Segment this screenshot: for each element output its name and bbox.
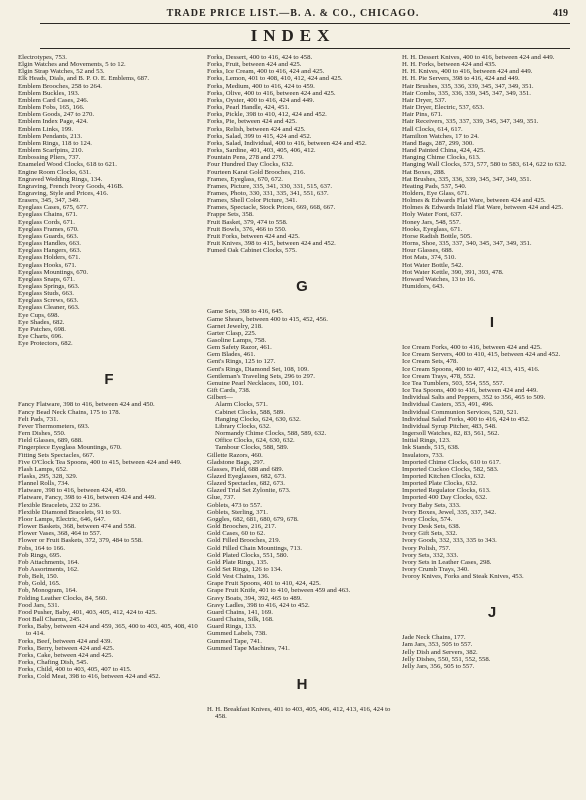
index-entry: Fitting Sets Spectacles, 667. [18,451,95,459]
index-entry: Flexible Diamond Bracelets, 91 to 93. [18,508,121,516]
index-subentry: Cabinet Clocks, 588, 589. [215,408,286,416]
index-entry: Glazed Spectacles, 682, 673. [207,480,285,488]
index-entry: Gold Filled Brooches, 219. [207,537,281,545]
index-entry: H. H. Breakfast Knives, 401 to 403, 405, 406, 412, 413, 416, 424 to 458. [207,705,391,721]
index-entry: Hour Glasses, 688. [402,247,454,255]
index-entry: Forks, Chafing Dish, 545. [18,659,89,667]
index-entry: Hanging Wall Clocks, 573, 577, 580 to 583, 614, 622 to 632. [402,161,567,169]
index-entry: Hamilton Watches, 17 to 24. [402,132,479,140]
index-entry: Frames, Spectacle, Stock Prices, 669, 668, 667. [207,204,336,212]
index-entry: Eyeglass Hangers, 663. [18,247,82,255]
index-entry: Guard Chains, 141, 169. [207,608,273,616]
index-entry: Howard Watches, 13 to 16. [402,275,476,283]
index-entry: Eyeglass Cleaner, 663. [18,304,80,312]
index-entry: Gold Set Rings, 126 to 134. [207,566,283,573]
index-entry: Goblets, Sterling, 371. [207,508,268,516]
index-entry: Individual Salts and Peppers, 352 to 356, 465 to 509. [402,394,546,402]
index-title: INDEX [250,26,336,45]
index-entry: Embossing Pliers, 737. [18,154,81,162]
index-entry: Forks, Salad, 399 to 415, 424 and 452. [207,132,312,140]
index-entry: H. H. Forks, between 424 and 435. [402,61,497,69]
index-entry: Imported Regulator Clocks, 613. [402,487,491,495]
index-entry: Glue, 737. [207,494,236,502]
index-entry: Hot Mats, 374, 510. [402,254,456,262]
index-entry: Forks, Fruit, between 424 and 425. [207,61,302,69]
index-entry: Forks, Lemon, 401 to 408, 410, 412, 424 and 425. [207,75,343,83]
section-letter: G [296,278,308,296]
index-entry: Ink Stands, 515, 638. [402,444,460,452]
index-entry: Fob, Monogram, 164. [18,587,78,595]
index-entry: Game Shears, between 400 to 415, 452, 456. [207,315,328,323]
index-subentry: Office Clocks, 624, 630, 632. [215,437,295,445]
index-entry: Jelly Jars, 356, 505 to 557. [402,662,475,670]
index-entry: Eyeglass Snaps, 671. [18,275,75,283]
index-entry: Ice Tea Tumblers, 503, 554, 555, 557. [402,379,505,387]
index-entry: Ice Cream Spoons, 400 to 407, 412, 413, 415, 416. [402,365,540,373]
index-entry: Hair Dryer, 537. [402,96,447,104]
index-entry: Food Pusher, Baby, 401, 403, 405, 412, 424 to 425. [18,608,157,616]
index-entry: Fob, Gold, 165. [18,580,61,588]
index-entry: Gold Filled Chain Mountings, 713. [207,544,302,552]
index-entry: Holy Water Font, 637. [402,211,463,219]
index-entry: Fourteen Karat Gold Brooches, 216. [207,168,306,176]
index-entry: Ivory Gift Sets, 332. [402,530,458,538]
index-entry: Eyeglass Screws, 663. [18,297,79,305]
running-header: TRADE PRICE LIST.—B. A. & CO., CHICAGO. [166,8,420,19]
index-entry: Ivory Clocks, 574. [402,515,453,523]
index-entry: Fruit Knives, 398 to 415, between 424 and 452. [207,240,336,248]
index-entry: Eyeglass Springs, 663. [18,283,80,290]
index-entry: Eye Shades, 682. [18,318,65,326]
index-entry: Eyeglass Guards, 663. [18,232,79,240]
index-entry: Hair Brushes, 335, 336, 339, 345, 347, 349, 351. [402,82,534,90]
index-entry: Five O'Clock Tea Spoons, 400 to 415, between 424 and 449. [18,458,182,466]
index-entry: Jelly Dish and Servers, 382. [402,648,478,656]
index-entry: Gold Plate Rings, 135. [207,558,269,566]
index-entry: Hot Water Kettle, 390, 391, 393, 478. [402,268,504,276]
index-entry: Ice Cream Trays, 478, 552. [402,372,476,380]
index-entry: Elgin Watches and Movements, 5 to 12. [18,61,126,69]
section-letter: F [104,371,114,389]
index-entry: Frames, Shell Color Picture, 341. [207,197,298,205]
index-entry: Horse Radish Bottle, 505. [402,232,472,240]
index-entry: Frames, Photo, 330, 331, 335, 341, 551, 637. [207,189,329,197]
index-entry: Hair Combs, 335, 336, 339, 345, 347, 349, 351. [402,89,531,97]
index-entry: Emblem Buckles, 193. [18,89,80,97]
index-entry: Gummed Labels, 738. [207,630,267,638]
index-entry: Ivory Sets, 332, 333. [402,551,459,559]
index-entry: H. H. Pie Servers, 398 to 416, 424 and 449. [402,75,520,83]
index-entry: Garnet Jewelry, 218. [207,322,263,330]
index-entry: Gummed Tape Machines, 741. [207,644,290,652]
index-entry: Flexible Bracelets, 232 to 236. [18,501,101,509]
index-entry: Fingerpiece Eyeglass Mountings, 670. [18,444,122,452]
index-entry: Fountain Pens, 278 and 279. [207,154,284,162]
index-entry: Flatware, 398 to 416, between 424, 459. [18,487,127,495]
index-entry: Eye Charts, 696. [18,333,63,341]
index-entry: Gold Plated Clocks, 551, 580. [207,551,289,559]
index-entry: Goblets, 473 to 557. [207,501,262,509]
header-rule-top [40,23,570,24]
index-entry: Gem Safety Razor, 461. [207,344,272,352]
index-entry: Forks, Dessert, 400 to 416, 424 to 458. [207,54,313,61]
index-entry: Elk Heads, Dials, and B. P. O. E. Emblems, 687. [18,75,150,83]
index-subentry: Library Clocks, 632. [215,422,271,430]
index-entry: Fruit Basket, 379, 474 to 558. [207,218,288,226]
index-entry: Individual Salad Forks, 400 to 416, 424 to 452. [402,415,530,423]
index-entry: Initial Rings, 123. [402,437,451,445]
index-entry: Fruit Forks, between 424 and 425. [207,232,300,240]
index-entry: Imported 400 Day Clocks, 632. [402,494,488,502]
index-entry: Forks, Pearl Handle, 424, 451. [207,104,290,112]
index-entry: Fob Rings, 695. [18,551,62,559]
index-entry: Humidors, 643. [402,283,445,290]
index-entry: Ivory Polish, 757. [402,544,451,552]
index-entry: Ivory Sets in Leather Cases, 298. [402,558,492,566]
index-entry: Folding Leather Clocks, 84, 560. [18,594,108,602]
index-entry: Eyeglass Cases, 675, 677. [18,204,89,212]
index-entry: Erasers, 345, 347, 349. [18,197,81,205]
index-entry: Flower Vases, 368, 464 to 557. [18,530,102,538]
index-entry: Enameled Wood Clocks, 618 to 621. [18,161,117,169]
index-entry: Food Jars, 531. [18,601,60,609]
index-entry: Hat Boxes, 288. [402,168,446,176]
index-entry: Flower Baskets, 368, between 474 and 558. [18,523,136,531]
index-entry: Electrotypes, 753. [18,54,67,61]
section-letter: I [489,314,495,332]
index-entry: Forks, Ice Cream, 400 to 416, 424 and 425. [207,68,325,76]
index-entry: Individual Communion Services, 520, 521. [402,408,519,416]
index-entry: Fruit Bowls, 376, 466 to 550. [207,225,287,233]
index-entry: Fumed Oak Cabinet Clocks, 575. [207,247,297,255]
index-entry: Fancy Flatware, 398 to 416, between 424 and 450. [18,401,155,409]
index-entry: Forks, Child, 400 to 403, 405, 407 to 415. [18,666,132,674]
index-entry: Grape Fruit Spoons, 401 to 410, 424, 425. [207,580,321,588]
index-entry: Emblem Rings, 118 to 124. [18,139,92,147]
index-entry: Eyeglass Studs, 663. [18,290,74,298]
index-entry: Ivory Desk Sets, 638. [402,523,461,531]
index-subentry: Normandy Chime Clocks, 588, 589, 632. [215,430,327,438]
index-entry: Fever Thermometers, 693. [18,422,90,430]
index-entry: Gasoline Lamps, 758. [207,337,267,344]
index-column-2 [207,54,397,794]
index-entry: Forks, Berry, between 424 and 425. [18,644,115,652]
index-entry: Forks, Relish, between 424 and 425. [207,125,306,133]
index-column-3 [402,54,582,794]
index-entry: Frames, Picture, 335, 341, 330, 331, 515, 637. [207,182,333,190]
index-entry: Gladstone Bags, 297. [207,458,265,466]
index-entry: Fern Dishes, 550. [18,430,66,438]
index-entry: Grape Fruit Knife, 401 to 410, between 459 and 463. [207,587,351,595]
index-entry: Jam Jars, 353, 505 to 557. [402,641,473,649]
index-entry: Gift Cards, 738. [207,387,251,395]
index-entry: Jelly Dishes, 550, 551, 552, 558. [402,655,491,663]
index-entry: Flasks, 295, 328, 329. [18,472,78,480]
index-entry: Flatware, Fancy, 398 to 416, between 424 and 449. [18,494,156,502]
index-entry: Engraving, French Ivory Goods, 416B. [18,182,124,190]
index-entry: Individual Syrup Pitcher, 483, 548. [402,422,497,430]
index-entry: Eyeglass Mountings, 670. [18,268,89,276]
index-entry: Jade Neck Chains, 177. [402,634,466,642]
index-entry: H. H. Knives, 400 to 416, between 424 and 449. [402,68,533,76]
index-entry: Fobs, 164 to 166. [18,544,66,552]
index-entry: Field Glasses, 689, 688. [18,437,83,445]
index-entry: Emblem Brooches, 258 to 264. [18,82,102,90]
index-entry: Flower or Fruit Baskets, 372, 379, 484 to 558. [18,537,143,545]
index-entry: Imported Kitchen Clocks, 632. [402,472,486,480]
index-entry: Hair Receivers, 335, 337, 339, 345, 347, 349, 351. [402,118,539,126]
index-entry: Holmes & Edwards Inlaid Flat Ware, between 424 and 425. [402,204,564,212]
index-entry: Gold Vest Chains, 136. [207,573,270,581]
index-entry: Frappe Sets, 358. [207,211,254,219]
index-entry: Guard Chains, Silk, 168. [207,616,274,624]
index-entry: Felt Pads, 731. [18,415,59,423]
index-entry: Individual Casters, 353, 491, 496. [402,401,494,409]
index-entry: Forks, Cold Meat, 398 to 416, between 424 and 452. [18,673,161,681]
index-entry: Horns, Shoe, 335, 337, 340, 345, 347, 349, 351. [402,240,532,248]
index-entry: Garter Clasp, 225. [207,329,257,337]
index-entry: Goggles, 682, 681, 680, 679, 678. [207,515,299,523]
index-entry: Foot Ball Charms, 245. [18,616,82,624]
index-entry: Ice Cream Servers, 400 to 410, 415, between 424 and 452. [402,351,561,359]
index-entry: Guard Rings, 133. [207,623,257,631]
index-entry: Emblem Goods, 247 to 270. [18,111,95,119]
index-entry: Gravy Boats, 394, 392, 465 to 489. [207,594,302,602]
index-entry: Fob, Belt, 150. [18,573,59,581]
index-entry: Emblem Links, 199. [18,125,74,133]
index-entry: Hall Clocks, 614, 617. [402,125,463,133]
index-entry: Imported Plate Clocks, 632. [402,480,478,488]
index-entry: Eyeglass Cords, 671. [18,218,75,226]
index-entry: Engine Room Clocks, 631. [18,168,91,176]
index-entry: Ingersoll Watches, 82, 83, 561, 562. [402,430,500,438]
index-entry: Game Sets, 398 to 416, 645. [207,308,284,316]
index-entry: Glazed Trial Set Zylonite, 673. [207,487,291,495]
index-entry: Gent's Rings, 125 to 127. [207,358,276,366]
index-entry: Eyeglass Handles, 663. [18,240,81,248]
index-entry: Engraved Wedding Rings, 134. [18,175,103,183]
index-entry: Forks, Sardine, 401, 403, 405, 406, 412. [207,147,316,155]
index-entry: Forks, Medium, 400 to 416, 424 to 459. [207,82,315,90]
index-column-1 [18,54,200,794]
index-entry: Emblem Scarfpins, 210. [18,147,84,155]
index-entry: Ice Cream Forks, 400 to 416, between 424 and 425. [402,344,542,352]
section-letter: H [296,675,308,693]
index-entry: Gravy Ladles, 398 to 416, 424 to 452. [207,601,310,609]
index-entry: Forks, Olive, 400 to 416, between 424 and 425. [207,89,336,97]
index-subentry: Alarm Clocks, 571. [215,401,268,409]
index-entry: Elgin Strap Watches, 52 and 53. [18,68,105,76]
index-entry: Gentleman's Traveling Sets, 296 to 297. [207,372,315,380]
section-letter: J [487,604,497,622]
index-entry: Gillette Razors, 460. [207,451,263,459]
index-entry: Emblem Fobs, 165, 166. [18,104,85,112]
index-entry: Ivory Baby Sets, 333. [402,501,461,509]
index-entry: Gent's Rings, Diamond Set, 108, 109. [207,365,309,373]
index-entry: Flash Lamps, 652. [18,465,68,473]
index-entry: Floor Lamps, Electric, 646, 647. [18,515,106,523]
index-entry: Hand Bags, 287, 299, 300. [402,139,474,147]
index-entry: Ivory Crumb Trays, 340. [402,566,469,573]
index-entry: Eyeglass Holders, 671. [18,254,81,262]
index-entry: Gem Blades, 461. [207,351,256,359]
index-entry: Fancy Bead Neck Chains, 175 to 178. [18,408,121,416]
index-entry: Gummed Tape, 741. [207,637,262,645]
index-entry: Hand Painted China, 424, 425. [402,147,486,155]
index-entry: Forks, Pickle, 398 to 410, 412, 424 and 452. [207,111,327,119]
index-entry: Hair Dryer, Electric, 537, 653. [402,104,485,112]
index-subentry: Tambour Clocks, 588, 589. [215,444,289,452]
index-entry: Forks, Oyster, 400 to 416, 424 and 449. [207,96,315,104]
index-entry: Fob Assortments, 162. [18,566,79,573]
index-entry: Holders, Eye Glass, 671. [402,189,470,197]
index-entry: Ice Cream Sets, 478. [402,358,459,366]
index-entry: Hanging Chime Clocks, 613. [402,154,481,162]
index-subentry: Hanging Clocks, 624, 630, 632. [215,415,301,423]
index-entry: Insulators, 733. [402,451,444,459]
index-entry: H. H. Dessert Knives, 400 to 416, between 424 and 449. [402,54,555,61]
index-entry: Hat Brushes, 335, 336, 339, 345, 347, 349, 351. [402,175,532,183]
index-entry: Forks, Beef, between 424 and 439. [18,637,113,645]
index-entry: Ivory Boxes, Jewel, 335, 337, 342. [402,508,497,516]
index-entry: Imported Chime Clocks, 610 to 617. [402,458,501,466]
index-entry: Eyeglass Frames, 670. [18,225,79,233]
index-entry: Eye Patches, 698. [18,325,66,333]
index-entry: Genuine Pearl Necklaces, 100, 101. [207,379,304,387]
index-entry: Gold Cases, 60 to 62. [207,530,266,538]
index-entry: Hair Pins, 671. [402,111,443,119]
index-entry: Engraving, Style and Prices, 416. [18,189,109,197]
index-entry: Glasses, Field, 688 and 689. [207,465,284,473]
index-entry: Gold Brooches, 216, 217. [207,523,277,531]
index-entry: Four Hundred Day Clocks, 632. [207,161,294,169]
index-entry: Ice Tea Spoons, 400 to 416, between 424 and 449. [402,387,538,395]
index-entry: Glazed Eyeglasses, 682, 673. [207,472,287,480]
header-rule-bottom [40,48,570,49]
index-entry: Eye Cups, 698. [18,311,60,319]
index-entry: Eyeglass Chains, 671. [18,211,78,219]
index-entry: Forks, Salad, Individual, 400 to 416, between 424 and 452. [207,139,367,147]
index-entry: Ivory Goods, 332, 333, 335 to 343. [402,537,497,545]
page-number: 419 [553,8,568,19]
index-entry: Honey Jars, 548, 557. [402,218,461,226]
index-entry: Holmes & Edwards Flat Ware, between 424 and 425. [402,197,546,205]
index-entry: Frames, Eyeglass, 670, 672. [207,175,283,183]
index-entry: Imported Cuckoo Clocks, 582, 583. [402,465,499,473]
index-entry: Eye Protectors, 682. [18,340,73,348]
index-entry: Emblem Pendants, 213. [18,132,83,140]
index-entry: Hooks, Eyeglass, 671. [402,225,463,233]
index-entry: Eyeglass Hooks, 671. [18,261,77,269]
index-entry: Emblem Card Cases, 246. [18,96,89,104]
index-entry: Forks, Pie, between 424 and 425. [207,118,297,126]
index-entry: Hot Water Bottle, 542. [402,261,464,269]
index-entry: Forks, Cake, between 424 and 425. [18,651,114,659]
index-entry: Fob Attachments, 164. [18,558,80,566]
index-entry: Ivoroy Knives, Forks and Steak Knives, 453. [402,573,524,581]
index-entry: Emblem Index Page, 424. [18,118,88,126]
index-entry: Gilbert— [207,394,233,402]
index-entry: Forks, Baby, between 424 and 459, 365, 400 to 403, 405, 408, 410 to 414. [18,623,198,638]
index-entry: Heating Pads, 537, 540. [402,182,467,190]
index-entry: Flannel Rolls, 734. [18,480,70,488]
